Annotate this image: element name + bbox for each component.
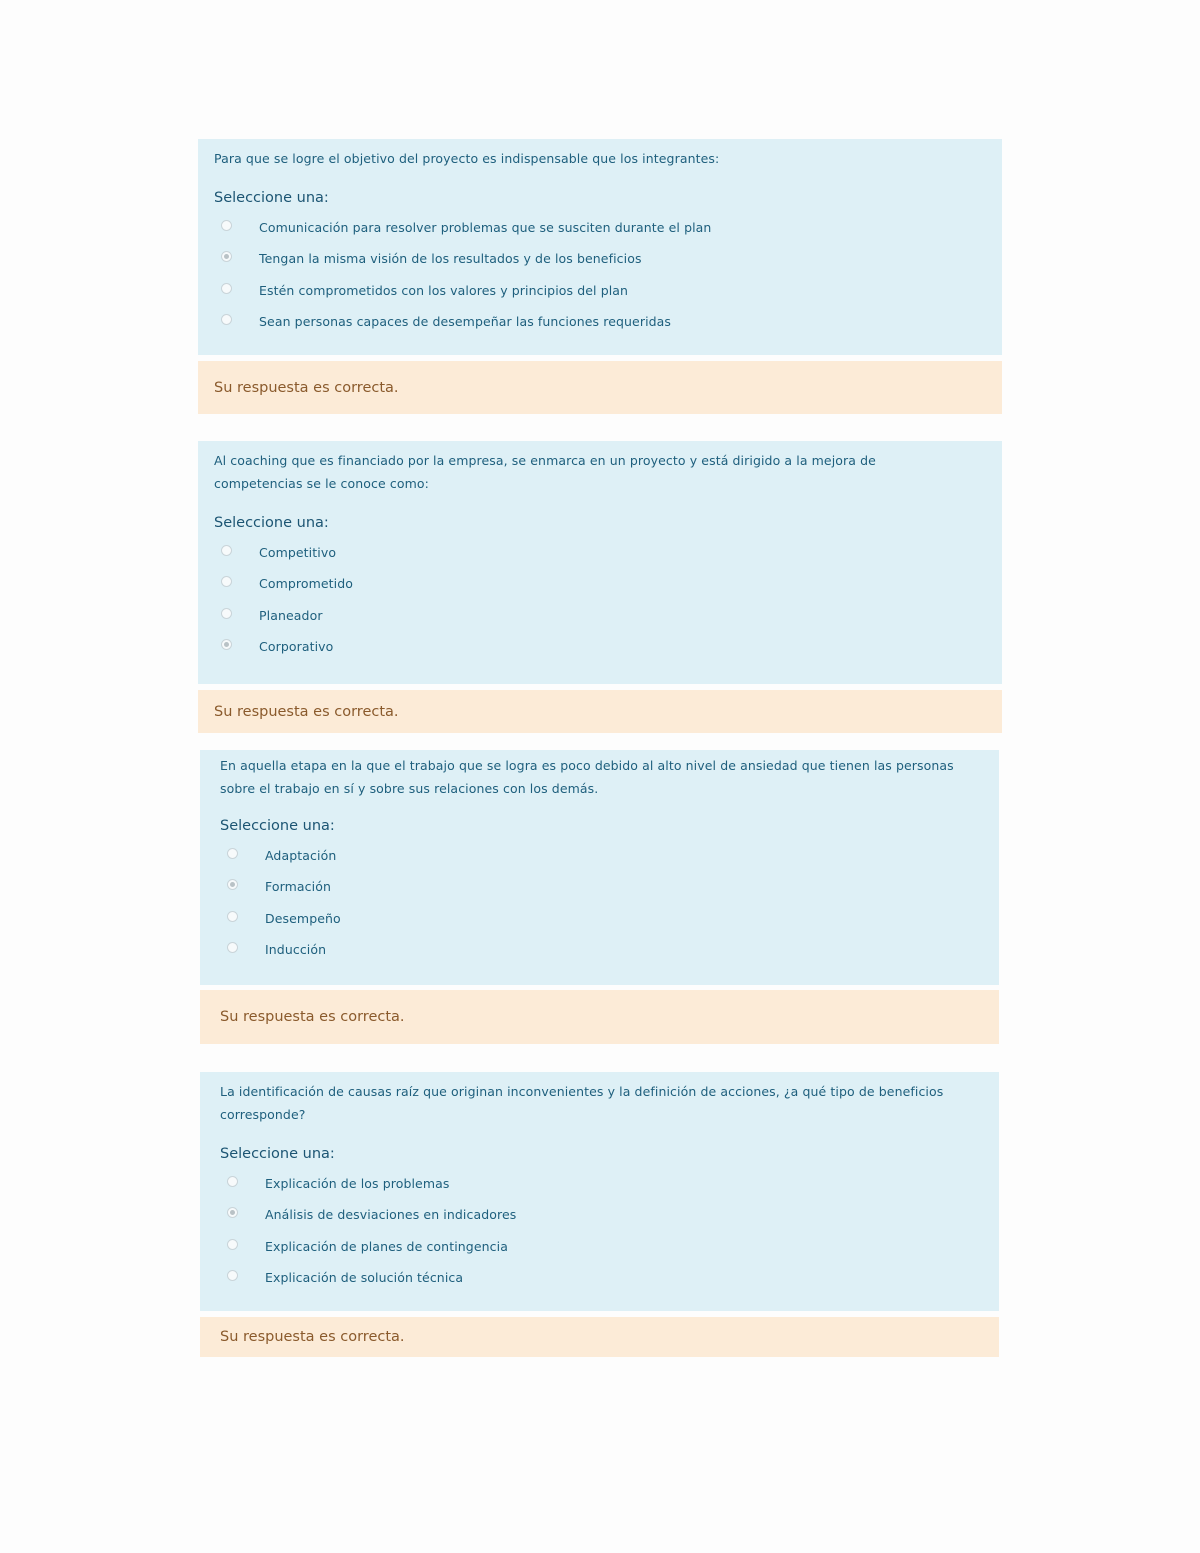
feedback-box-1: [198, 361, 1002, 414]
option-label: Tengan la misma visión de los resultados y de los beneficios: [259, 251, 642, 267]
question-text: La identificación de causas raíz que originan inconvenientes y la definición de acciones, ¿a qué tipo de beneficios corresponde?: [220, 1084, 944, 1122]
radio-button[interactable]: [221, 608, 232, 619]
feedback-text: Su respuesta es correcta.: [220, 1329, 405, 1345]
answer-option[interactable]: [220, 1168, 983, 1199]
radio-button[interactable]: [227, 848, 238, 859]
answer-option[interactable]: [220, 934, 983, 965]
option-label: Corporativo: [259, 639, 334, 655]
option-label: Planeador: [259, 607, 323, 623]
radio-button-selected[interactable]: [221, 251, 232, 262]
radio-button[interactable]: [227, 1176, 238, 1187]
options-list: [216, 840, 983, 965]
question-block-2: [198, 441, 1002, 684]
select-prompt: Seleccione una:: [214, 190, 329, 206]
radio-button-selected[interactable]: [227, 879, 238, 890]
answer-option[interactable]: [214, 275, 986, 306]
option-label: Explicación de solución técnica: [265, 1270, 464, 1286]
feedback-text: Su respuesta es correcta.: [214, 379, 399, 396]
answer-option[interactable]: [220, 1231, 983, 1262]
answer-option[interactable]: [220, 1262, 983, 1293]
option-label: Desempeño: [265, 910, 341, 926]
options-list: [214, 537, 986, 662]
select-prompt: Seleccione una:: [220, 818, 335, 834]
answer-option[interactable]: [214, 243, 986, 274]
radio-button-selected[interactable]: [227, 1207, 238, 1218]
select-prompt: Seleccione una:: [214, 515, 329, 531]
option-label: Inducción: [265, 942, 327, 958]
feedback-text: Su respuesta es correcta.: [214, 703, 399, 720]
answer-option[interactable]: [220, 840, 983, 871]
radio-button-selected[interactable]: [221, 639, 232, 650]
radio-button[interactable]: [221, 220, 232, 231]
radio-button[interactable]: [221, 545, 232, 556]
option-label: Explicación de planes de contingencia: [265, 1238, 508, 1254]
options-list: [216, 1168, 983, 1293]
option-label: Comunicación para resolver problemas que se susciten durante el plan: [259, 220, 712, 236]
option-label: Estén comprometidos con los valores y principios del plan: [259, 282, 629, 298]
select-prompt: Seleccione una:: [220, 1146, 335, 1162]
question-block-1: [198, 139, 1002, 355]
question-text: Para que se logre el objetivo del proyecto es indispensable que los integrantes:: [214, 151, 720, 166]
option-label: Comprometido: [259, 576, 354, 592]
radio-button[interactable]: [227, 942, 238, 953]
option-label: Explicación de los problemas: [265, 1176, 450, 1192]
radio-button[interactable]: [227, 1270, 238, 1281]
option-label: Sean personas capaces de desempeñar las funciones requeridas: [259, 314, 672, 330]
radio-button[interactable]: [221, 283, 232, 294]
feedback-box-3: [200, 990, 999, 1044]
answer-option[interactable]: [214, 631, 986, 662]
question-text: Al coaching que es financiado por la empresa, se enmarca en un proyecto y está dirigido a la mejora de competencias se le conoce como:: [214, 453, 876, 491]
question-block-4: [200, 1072, 999, 1311]
answer-option[interactable]: [220, 903, 983, 934]
answer-option[interactable]: [214, 568, 986, 599]
answer-option[interactable]: [214, 212, 986, 243]
answer-option[interactable]: [214, 306, 986, 337]
option-label: Adaptación: [265, 848, 337, 864]
answer-option[interactable]: [220, 871, 983, 902]
answer-option[interactable]: [214, 537, 986, 568]
radio-button[interactable]: [227, 911, 238, 922]
option-label: Análisis de desviaciones en indicadores: [265, 1207, 517, 1223]
radio-button[interactable]: [221, 576, 232, 587]
option-label: Formación: [265, 879, 331, 895]
feedback-text: Su respuesta es correcta.: [220, 1009, 405, 1025]
feedback-box-4: [200, 1317, 999, 1357]
answer-option[interactable]: [220, 1199, 983, 1230]
feedback-box-2: [198, 690, 1002, 733]
answer-option[interactable]: [214, 600, 986, 631]
question-text: En aquella etapa en la que el trabajo que se logra es poco debido al alto nivel de ansiedad que tienen las personas sobre el trabajo en sí y sobre sus relaciones con los demás.: [220, 758, 954, 796]
question-block-3: [200, 750, 999, 985]
options-list: [214, 212, 986, 337]
radio-button[interactable]: [221, 314, 232, 325]
radio-button[interactable]: [227, 1239, 238, 1250]
option-label: Competitivo: [259, 545, 337, 561]
